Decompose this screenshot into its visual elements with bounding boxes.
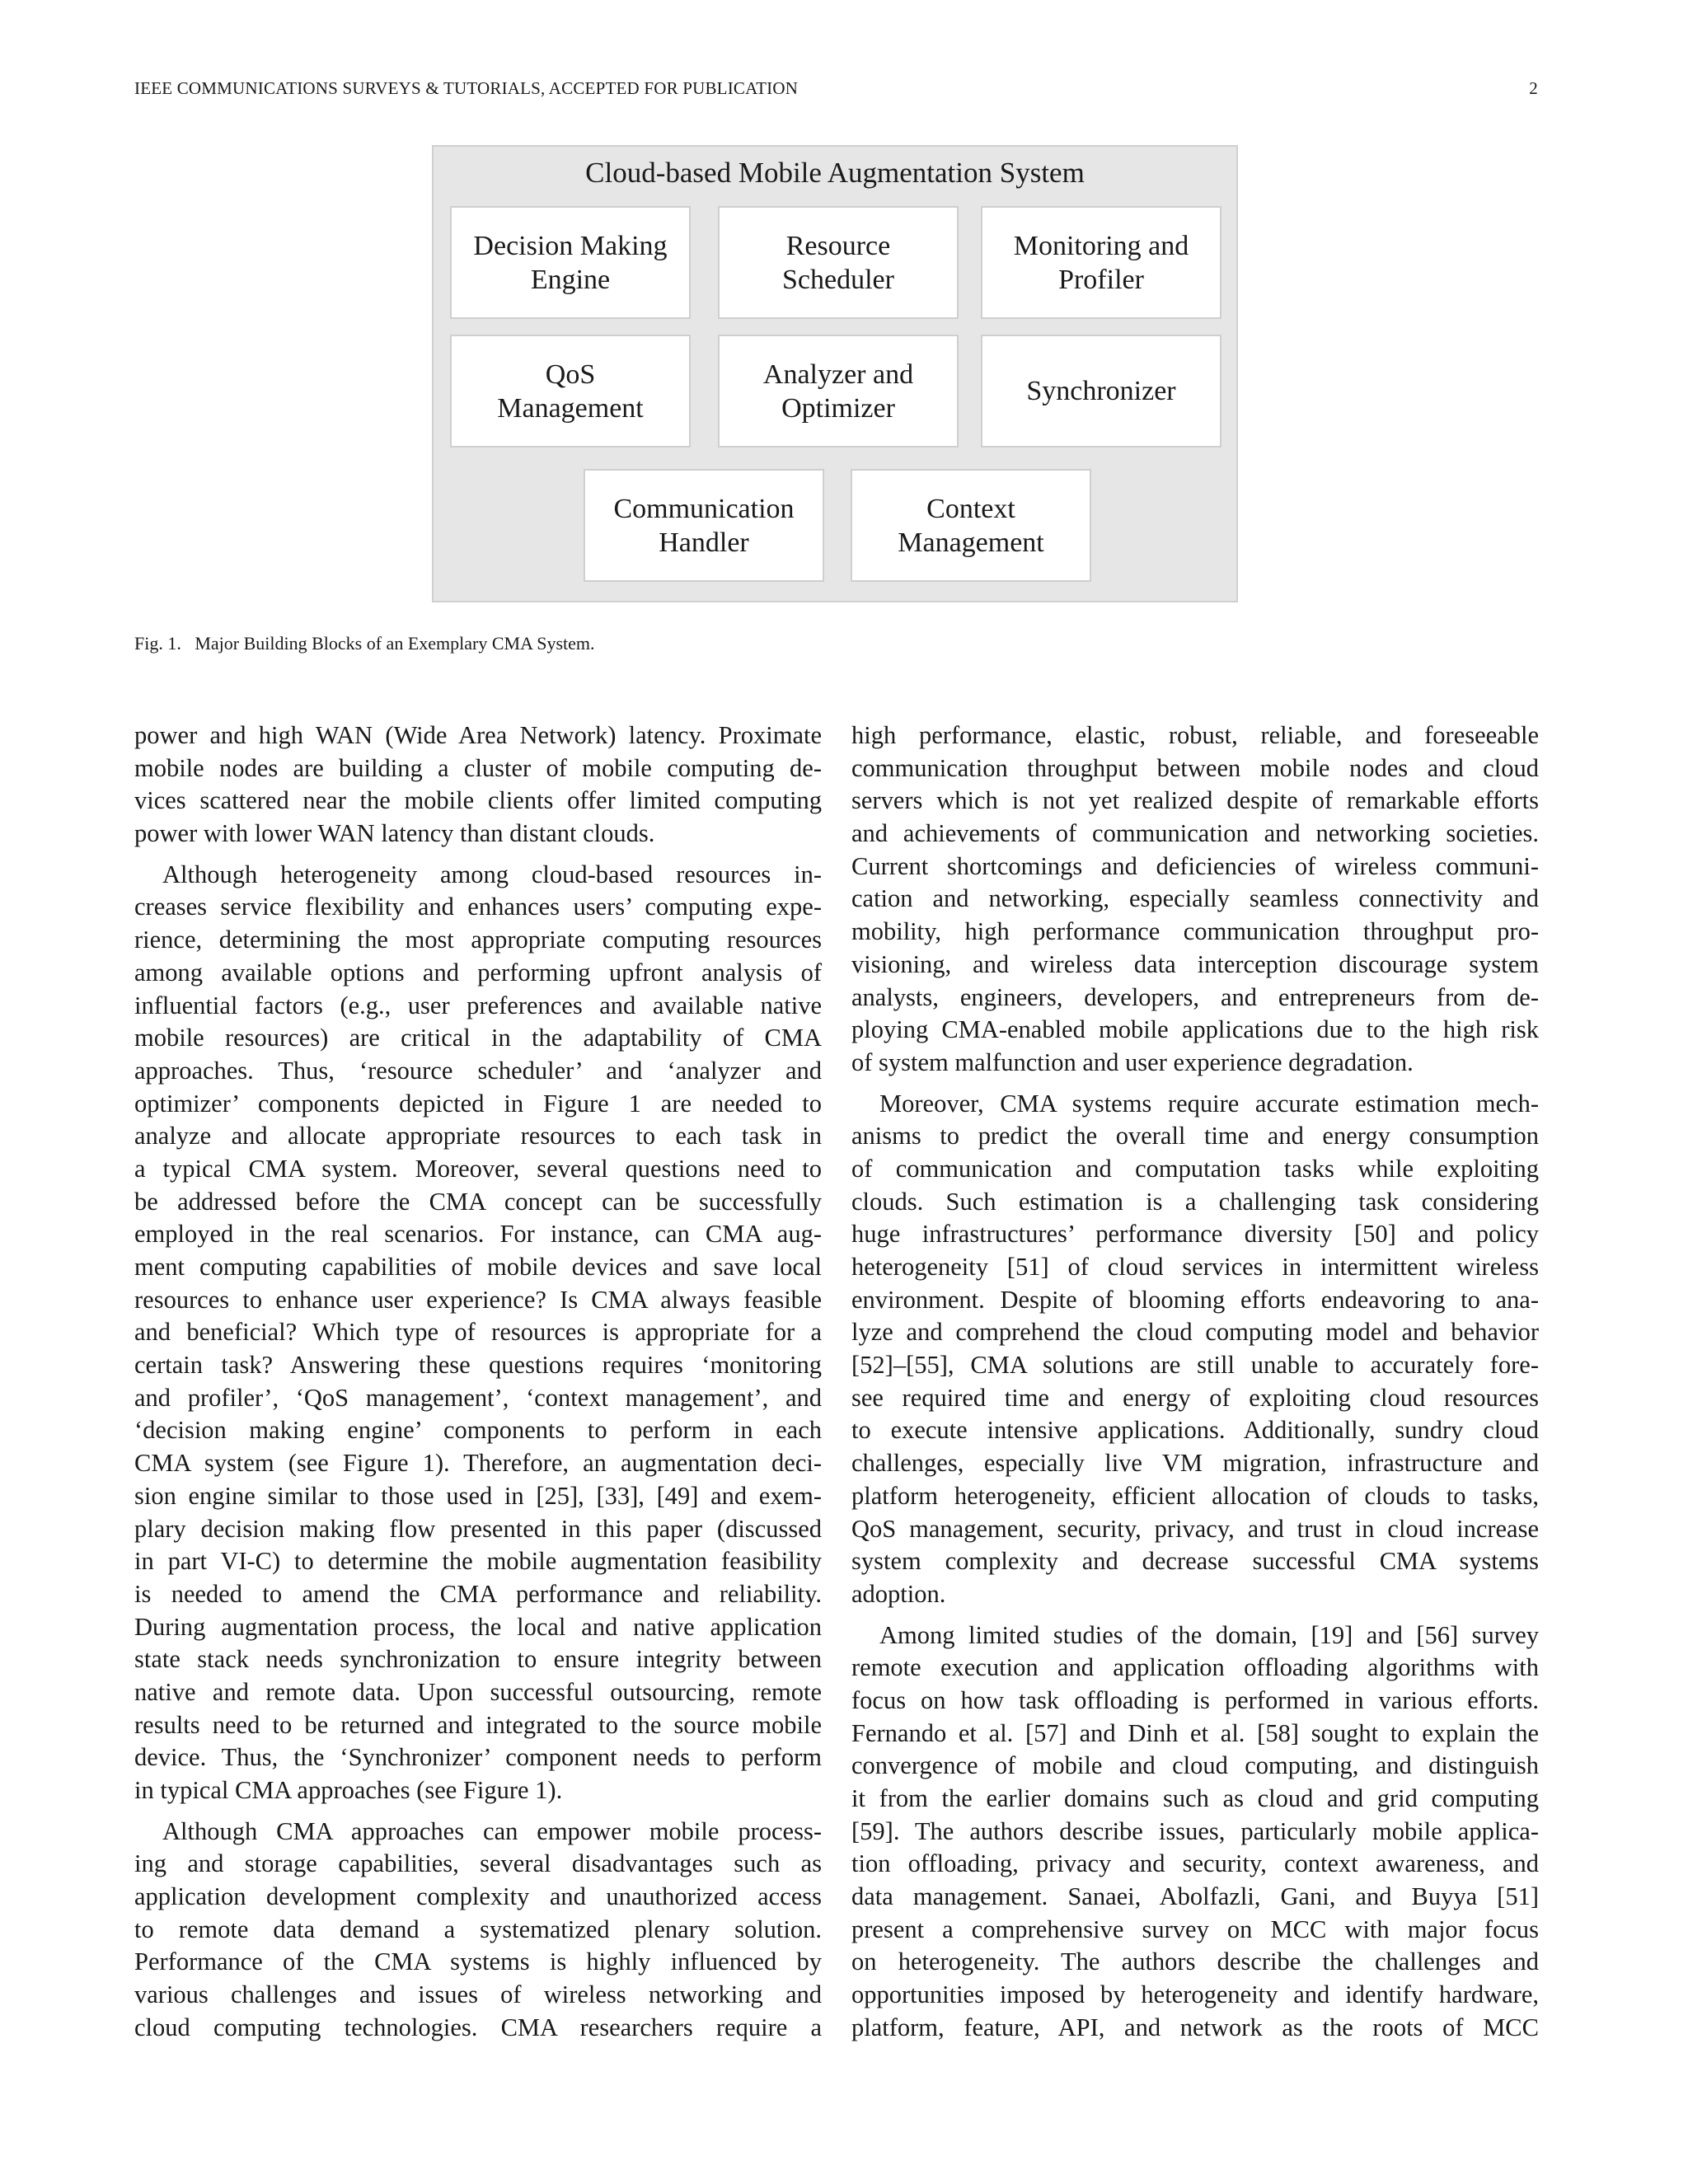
text-line: [59]. The authors describe issues, particularly mobile applica- xyxy=(851,1816,1539,1845)
text-line: among available options and performing upfront analysis of xyxy=(134,958,822,987)
paragraph xyxy=(134,719,822,851)
text-line: challenges, especially live VM migration, infrastructure and xyxy=(851,1449,1539,1478)
text-line: ‘decision making engine’ components to perform in each xyxy=(134,1416,822,1445)
text-line: a typical CMA system. Moreover, several questions need to xyxy=(134,1154,822,1183)
text-line: Although heterogeneity among cloud-based resources in- xyxy=(162,860,822,888)
text-line: Although CMA approaches can empower mobile process- xyxy=(162,1816,822,1845)
text-line: huge infrastructures’ performance diversity [50] and policy xyxy=(851,1220,1539,1249)
text-line: application development complexity and unauthorized access xyxy=(134,1882,822,1911)
text-line: Current shortcomings and deficiencies of wireless communi- xyxy=(851,851,1539,880)
block-label: Monitoring and Profiler xyxy=(1013,230,1189,295)
text-line: plary decision making flow presented in this paper (discussed xyxy=(134,1514,822,1543)
text-line: device. Thus, the ‘Synchronizer’ component needs to perform xyxy=(134,1743,822,1772)
text-line: influential factors (e.g., user preferences and available native xyxy=(134,991,822,1019)
text-line: opportunities imposed by heterogeneity and identify hardware, xyxy=(851,1980,1539,2009)
text-line: mobility, high performance communication throughput pro- xyxy=(851,917,1539,946)
text-line: to execute intensive applications. Additionally, sundry cloud xyxy=(851,1416,1539,1445)
text-line: ploying CMA-enabled mobile applications due to the high risk xyxy=(851,1015,1539,1044)
text-line: be addressed before the CMA concept can be successfully xyxy=(134,1187,822,1216)
paragraph xyxy=(134,1816,822,2045)
paragraph xyxy=(851,719,1539,1080)
block-label: Context Management xyxy=(898,493,1044,558)
text-line: remote execution and application offloading algorithms with xyxy=(851,1653,1539,1682)
text-line: servers which is not yet realized despite of remarkable efforts xyxy=(851,786,1539,815)
text-line: convergence of mobile and cloud computing, and distinguish xyxy=(851,1751,1539,1780)
block-label: Decision Making Engine xyxy=(473,230,668,295)
text-line: and profiler’, ‘QoS management’, ‘context management’, and xyxy=(134,1383,822,1412)
text-line: environment. Despite of blooming efforts endeavoring to ana- xyxy=(851,1285,1539,1314)
text-line: results need to be returned and integrated to the source mobile xyxy=(134,1710,822,1739)
text-line: CMA system (see Figure 1). Therefore, an augmentation deci- xyxy=(134,1449,822,1478)
text-line: of system malfunction and user experience degradation. xyxy=(851,1047,1414,1076)
block-resource-scheduler xyxy=(718,206,959,319)
text-line: Moreover, CMA systems require accurate estimation mech- xyxy=(879,1089,1539,1118)
text-line: Performance of the CMA systems is highly influenced by xyxy=(134,1947,822,1976)
text-line: optimizer’ components depicted in Figure 1 are needed to xyxy=(134,1089,822,1118)
paragraph xyxy=(851,1619,1539,2045)
block-label: Resource Scheduler xyxy=(782,230,894,295)
text-line: and beneficial? Which type of resources is appropriate for a xyxy=(134,1318,822,1347)
text-line: native and remote data. Upon successful outsourcing, remote xyxy=(134,1677,822,1706)
figure-caption: Fig. 1. Major Building Blocks of an Exemplary CMA System. xyxy=(134,633,595,654)
block-qos-management xyxy=(450,335,691,448)
block-analyzer-optimizer xyxy=(718,335,959,448)
figure-title: Cloud-based Mobile Augmentation System xyxy=(585,157,1085,189)
text-line: heterogeneity [51] of cloud services in intermittent wireless xyxy=(851,1253,1539,1281)
text-line: approaches. Thus, ‘resource scheduler’ and ‘analyzer and xyxy=(134,1056,822,1085)
text-line: visioning, and wireless data interception discourage system xyxy=(851,949,1539,978)
text-line: rience, determining the most appropriate computing resources xyxy=(134,926,822,954)
text-line: in typical CMA approaches (see Figure 1). xyxy=(134,1776,563,1804)
text-line: tion offloading, privacy and security, context awareness, and xyxy=(851,1849,1539,1878)
block-communication-handler xyxy=(584,469,824,582)
text-line: and achievements of communication and networking societies. xyxy=(851,819,1539,848)
left-column xyxy=(134,719,822,2053)
text-line: creases service flexibility and enhances users’ computing expe- xyxy=(134,893,822,921)
paragraph xyxy=(134,859,822,1807)
running-header: IEEE COMMUNICATIONS SURVEYS & TUTORIALS, ACCEPTED FOR PUBLICATION xyxy=(134,78,799,98)
text-line: in part VI-C) to determine the mobile augmentation feasibility xyxy=(134,1547,822,1576)
text-line: clouds. Such estimation is a challenging task considering xyxy=(851,1187,1539,1216)
text-line: cloud computing technologies. CMA researchers require a xyxy=(134,2013,822,2041)
text-line: sion engine similar to those used in [25], [33], [49] and exem- xyxy=(134,1481,822,1510)
text-line: is needed to amend the CMA performance and reliability. xyxy=(134,1579,822,1608)
text-line: certain task? Answering these questions requires ‘monitoring xyxy=(134,1351,822,1380)
text-line: cation and networking, especially seamless connectivity and xyxy=(851,884,1539,913)
text-line: to remote data demand a systematized plenary solution. xyxy=(134,1915,822,1943)
text-line: high performance, elastic, robust, reliable, and foreseeable xyxy=(851,721,1539,749)
text-line: various challenges and issues of wireless networking and xyxy=(134,1980,822,2009)
text-line: see required time and energy of exploiting cloud resources xyxy=(851,1383,1539,1412)
text-line: power with lower WAN latency than distant clouds. xyxy=(134,819,655,848)
block-label: QoS Management xyxy=(497,359,644,424)
block-label: Communication Handler xyxy=(613,493,795,558)
block-decision-making-engine xyxy=(450,206,691,319)
paragraph xyxy=(851,1088,1539,1611)
text-line: During augmentation process, the local and native application xyxy=(134,1612,822,1641)
text-line: communication throughput between mobile nodes and cloud xyxy=(851,753,1539,782)
right-column xyxy=(851,719,1539,2053)
figure-cma-system xyxy=(432,145,1238,602)
text-line: of communication and computation tasks while exploiting xyxy=(851,1154,1539,1183)
block-context-management xyxy=(851,469,1091,582)
text-line: present a comprehensive survey on MCC with major focus xyxy=(851,1915,1539,1943)
text-line: ment computing capabilities of mobile devices and save local xyxy=(134,1253,822,1281)
text-line: Among limited studies of the domain, [19] and [56] survey xyxy=(879,1620,1539,1649)
block-synchronizer xyxy=(981,335,1221,448)
block-label: Analyzer and Optimizer xyxy=(762,359,914,424)
text-line: Fernando et al. [57] and Dinh et al. [58] sought to explain the xyxy=(851,1718,1539,1747)
text-line: analyze and allocate appropriate resources to each task in xyxy=(134,1122,822,1151)
text-line: lyze and comprehend the cloud computing model and behavior xyxy=(851,1318,1539,1347)
text-line: mobile nodes are building a cluster of mobile computing de- xyxy=(134,753,822,782)
text-line: resources to enhance user experience? Is CMA always feasible xyxy=(134,1285,822,1314)
text-line: platform, feature, API, and network as the roots of MCC xyxy=(851,2013,1539,2041)
text-line: state stack needs synchronization to ensure integrity between xyxy=(134,1645,822,1674)
text-line: employed in the real scenarios. For instance, can CMA aug- xyxy=(134,1220,822,1249)
text-line: vices scattered near the mobile clients offer limited computing xyxy=(134,786,822,815)
page-number: 2 xyxy=(1529,78,1538,98)
text-line: system complexity and decrease successful CMA systems xyxy=(851,1547,1539,1576)
block-label: Synchronizer xyxy=(1026,376,1176,406)
text-line: on heterogeneity. The authors describe the challenges and xyxy=(851,1947,1539,1976)
text-line: mobile resources) are critical in the adaptability of CMA xyxy=(134,1024,822,1052)
text-line: [52]–[55], CMA solutions are still unable to accurately fore- xyxy=(851,1351,1539,1380)
text-line: QoS management, security, privacy, and trust in cloud increase xyxy=(851,1514,1539,1543)
text-line: adoption. xyxy=(851,1579,946,1608)
text-line: focus on how task offloading is performed in various efforts. xyxy=(851,1685,1539,1714)
text-line: anisms to predict the overall time and energy consumption xyxy=(851,1122,1539,1151)
text-line: ing and storage capabilities, several disadvantages such as xyxy=(134,1849,822,1878)
text-line: it from the earlier domains such as cloud and grid computing xyxy=(851,1784,1539,1812)
text-line: power and high WAN (Wide Area Network) latency. Proximate xyxy=(134,721,822,749)
text-line: data management. Sanaei, Abolfazli, Gani, and Buyya [51] xyxy=(851,1882,1539,1911)
text-line: analysts, engineers, developers, and entrepreneurs from de- xyxy=(851,982,1539,1011)
block-monitoring-profiler xyxy=(981,206,1221,319)
text-line: platform heterogeneity, efficient allocation of clouds to tasks, xyxy=(851,1481,1539,1510)
